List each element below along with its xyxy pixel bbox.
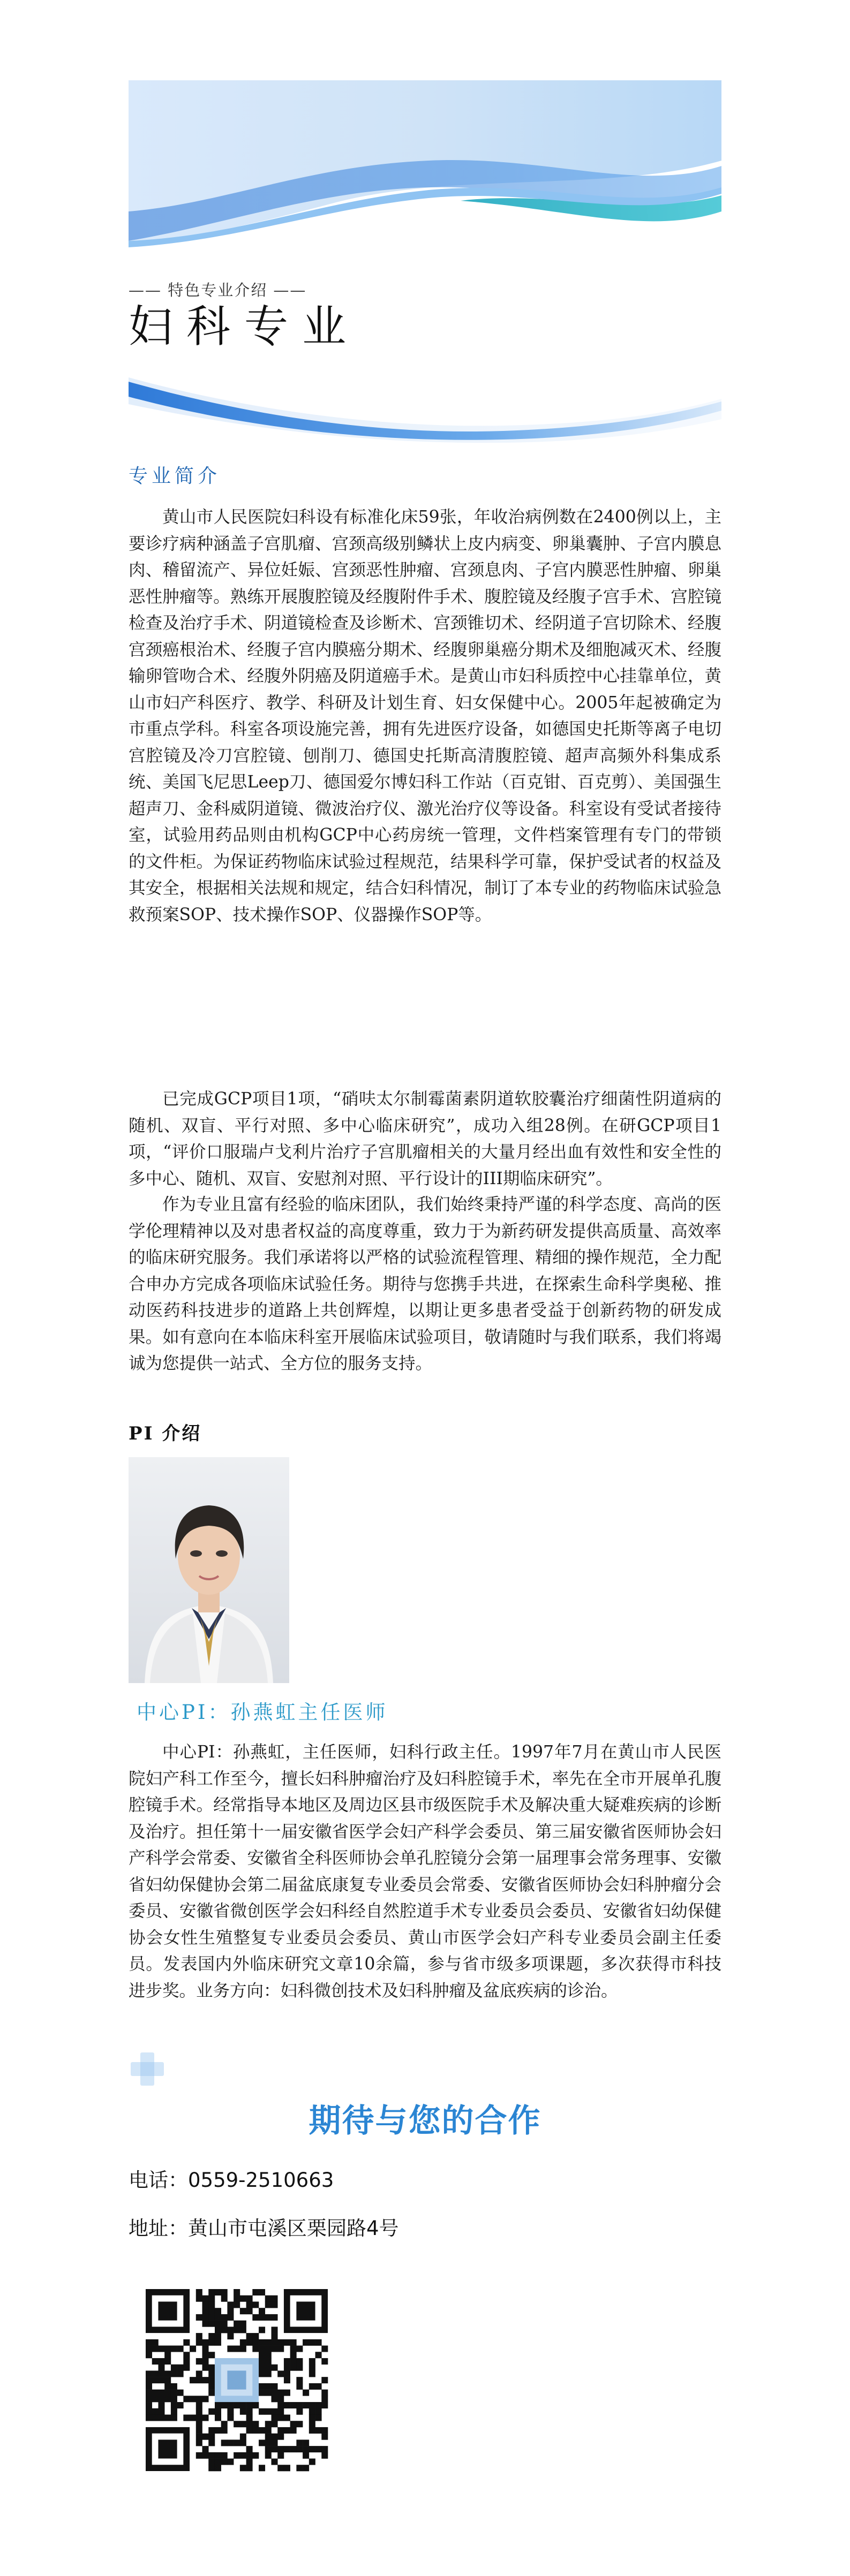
cooperation-heading: 期待与您的合作 [309, 2102, 541, 2140]
pi-heading: PI 介绍 [129, 1423, 202, 1444]
pi-name-title: 中心PI：孙燕虹主任医师 [137, 1701, 388, 1724]
contact-phone: 电话：0559-2510663 [129, 2169, 334, 2192]
intro-heading: 专业简介 [129, 465, 221, 487]
intro-paragraph-3: 作为专业且富有经验的临床团队，我们始终秉持严谨的科学态度、高尚的医学伦理精神以及对患者权益的高度尊重，致力于为新药研发提供高质量、高效率的临床研究服务。我们承诺将以严格的试验流程管理、精细的操作规范，全力配合申办方完成各项临床试验任务。期待与您携手共进，在探索生命科学奥秘、推动医药科技进步的道路上共创辉煌，以期让更多患者受益于创新药物的研发成果。如有意向在本临床科室开展临床试验项目，敬请随时与我们联系，我们将竭诚为您提供一站式、全方位的服务支持。 [129, 1195, 721, 1373]
section-kicker: —— 特色专业介绍 —— [129, 281, 307, 299]
top-wave-banner [129, 80, 721, 252]
intro-paragraph-2: 已完成GCP项目1项，“硝呋太尔制霉菌素阴道软胶囊治疗细菌性阴道病的随机、双盲、平行对照、多中心临床研究”，成功入组28例。在研GCP项目1项，“评价口服瑞卢戈利片治疗子宫肌瘤相关的大量月经出血有效性和安全性的多中心、随机、双盲、安慰剂对照、平行设计的III期临床研究”。 [129, 1089, 721, 1188]
divider-wave [129, 377, 721, 447]
pi-bio-paragraph: 中心PI：孙燕虹，主任医师，妇科行政主任。1997年7月在黄山市人民医院妇产科工作至今，擅长妇科肿瘤治疗及妇科腔镜手术，率先在全市开展单孔腹腔镜手术。经常指导本地区及周边区县市级医院手术及解决重大疑难疾病的诊断及治疗。担任第十一届安徽省医学会妇产科学会委员、第三届安徽省医师协会妇产科学会常委、安徽省全科医师协会单孔腔镜分会第一届理事会常务理事、安徽省妇幼保健协会第二届盆底康复专业委员会常委、安徽省医师协会妇科肿瘤分会委员、安徽省微创医学会妇科经自然腔道手术专业委员会委员、安徽省妇幼保健协会女性生殖整复专业委员会委员、黄山市医学会妇产科专业委员会副主任委员。发表国内外临床研究文章10余篇，参与省市级多项课题，多次获得市科技进步奖。业务方向：妇科微创技术及妇科肿瘤及盆底疾病的诊治。 [129, 1742, 721, 2001]
plus-cross-icon [129, 2050, 166, 2088]
page-title: 妇科专业 [129, 301, 360, 352]
intro-paragraph-1: 黄山市人民医院妇科设有标准化床59张，年收治病例数在2400例以上，主要诊疗病种涵盖子宫肌瘤、宫颈高级别鳞状上皮内病变、卵巢囊肿、子宫内膜息肉、稽留流产、异位妊娠、宫颈恶性肿瘤、宫颈息肉、子宫内膜恶性肿瘤、卵巢恶性肿瘤等。熟练开展腹腔镜及经腹附件手术、腹腔镜及经腹子宫手术、宫腔镜检查及治疗手术、阴道镜检查及诊断术、宫颈锥切术、经阴道子宫切除术、经腹宫颈癌根治术、经腹子宫内膜癌分期术、经腹卵巢癌分期术及细胞减灭术、经腹输卵管吻合术、经腹外阴癌及阴道癌手术。是黄山市妇科质控中心挂靠单位，黄山市妇产科医疗、教学、科研及计划生育、妇女保健中心。2005年起被确定为市重点学科。科室各项设施完善，拥有先进医疗设备，如德国史托斯等离子电切宫腔镜及冷刀宫腔镜、刨削刀、德国史托斯高清腹腔镜、超声高频外科集成系统、美国飞尼思Leep刀、德国爱尔博妇科工作站（百克钳、百克剪）、美国强生超声刀、金科威阴道镜、微波治疗仪、激光治疗仪等设备。科室设有受试者接待室，试验用药品则由机构GCP中心药房统一管理，文件档案管理有专门的带锁的文件柜。为保证药物临床试验过程规范，结果科学可靠，保护受试者的权益及其安全，根据相关法规和规定，结合妇科情况，制订了本专业的药物临床试验急救预案SOP、技术操作SOP、仪器操作SOP等。 [129, 507, 721, 925]
contact-address: 地址：黄山市屯溪区栗园路4号 [129, 2217, 399, 2240]
pi-portrait-photo [129, 1457, 289, 1683]
qr-code-icon[interactable] [140, 2279, 333, 2482]
